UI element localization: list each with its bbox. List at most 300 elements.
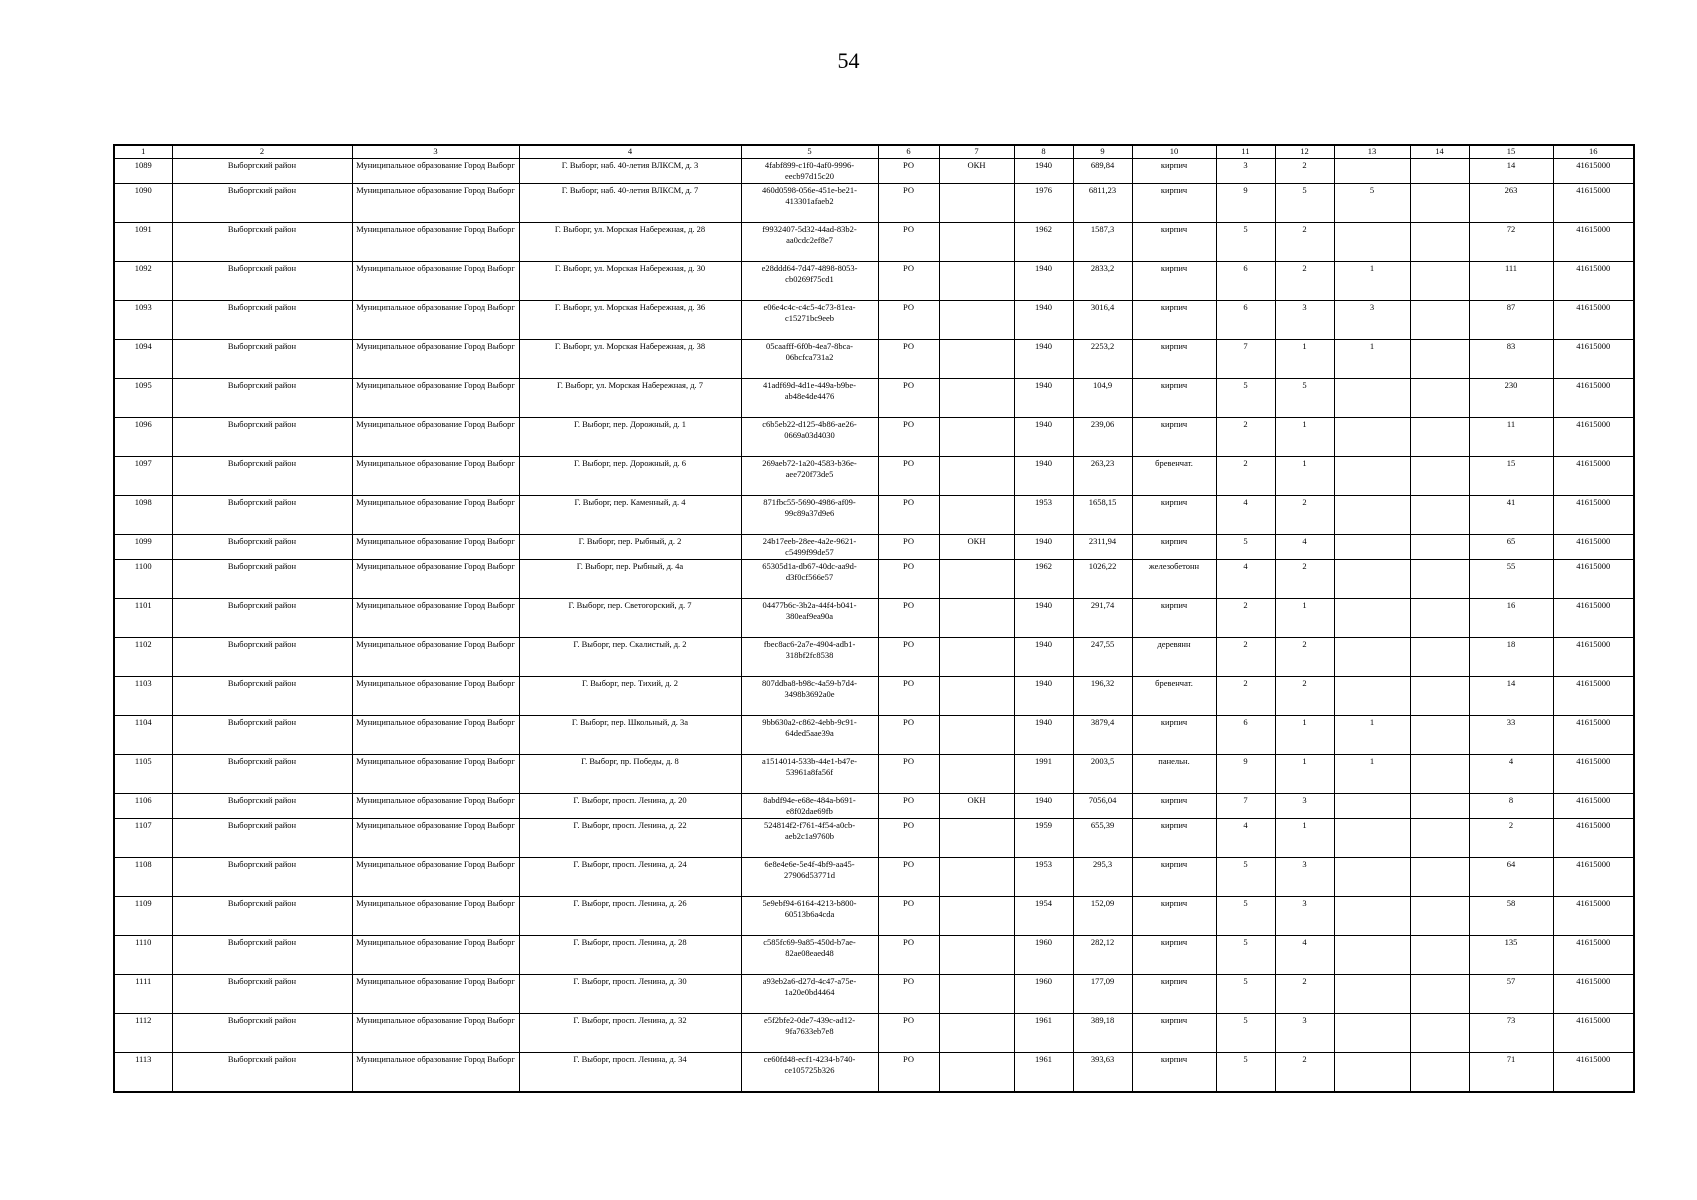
table-cell: 2 xyxy=(1216,457,1275,496)
table-cell: 2 xyxy=(1216,638,1275,677)
table-cell: 1953 xyxy=(1014,858,1073,897)
table-cell: 7 xyxy=(1216,794,1275,819)
table-cell: 1 xyxy=(1275,418,1334,457)
table-cell: 1 xyxy=(1334,755,1410,794)
table-cell: 41615000 xyxy=(1553,858,1634,897)
table-cell: 1940 xyxy=(1014,535,1073,560)
table-cell: кирпич xyxy=(1132,223,1216,262)
table-cell: 2 xyxy=(1275,677,1334,716)
table-cell: 1953 xyxy=(1014,496,1073,535)
table-cell: 71 xyxy=(1469,1053,1553,1093)
table-cell xyxy=(1334,1053,1410,1093)
table-cell: Г. Выборг, ул. Морская Набережная, д. 36 xyxy=(519,301,741,340)
table-cell: РО xyxy=(878,677,939,716)
table-cell: 1 xyxy=(1275,599,1334,638)
table-cell: РО xyxy=(878,159,939,184)
table-cell: Г. Выборг, наб. 40-летия ВЛКСМ, д. 7 xyxy=(519,184,741,223)
table-cell: 41615000 xyxy=(1553,418,1634,457)
table-cell: 4 xyxy=(1216,496,1275,535)
table-cell xyxy=(1410,975,1469,1014)
table-cell: Муниципальное образование Город Выборг xyxy=(352,599,519,638)
table-cell: a1514014-533b-44e1-b47e-53961a8fa56f xyxy=(741,755,878,794)
table-cell: 41615000 xyxy=(1553,159,1634,184)
table-cell: 2253,2 xyxy=(1073,340,1132,379)
table-cell: РО xyxy=(878,936,939,975)
table-cell: 41615000 xyxy=(1553,677,1634,716)
table-cell: 3 xyxy=(1275,1014,1334,1053)
table-cell xyxy=(1334,223,1410,262)
table-cell: 3016,4 xyxy=(1073,301,1132,340)
table-cell: 2 xyxy=(1216,677,1275,716)
table-cell: 247,55 xyxy=(1073,638,1132,677)
table-cell xyxy=(939,379,1014,418)
table-cell: Выборгский район xyxy=(172,262,352,301)
table-cell xyxy=(939,1014,1014,1053)
table-cell xyxy=(939,975,1014,1014)
table-cell: Выборгский район xyxy=(172,418,352,457)
table-cell xyxy=(1410,159,1469,184)
table-cell: 7 xyxy=(1216,340,1275,379)
table-cell: 2 xyxy=(1275,975,1334,1014)
table-cell: ce60fd48-ecf1-4234-b740-ce105725b326 xyxy=(741,1053,878,1093)
column-header: 1 xyxy=(114,145,172,159)
table-cell: 689,84 xyxy=(1073,159,1132,184)
table-cell: 41615000 xyxy=(1553,262,1634,301)
table-cell: кирпич xyxy=(1132,1014,1216,1053)
table-row xyxy=(114,457,1634,496)
table-cell: 2 xyxy=(1275,496,1334,535)
table-cell: 41615000 xyxy=(1553,794,1634,819)
table-cell: 1094 xyxy=(114,340,172,379)
table-cell: 1991 xyxy=(1014,755,1073,794)
table-cell: Выборгский район xyxy=(172,897,352,936)
table-cell xyxy=(1410,496,1469,535)
table-cell xyxy=(1410,1053,1469,1093)
table-cell: 33 xyxy=(1469,716,1553,755)
table-cell: 1587,3 xyxy=(1073,223,1132,262)
table-cell: 8abdf94e-e68e-484a-b691-e8f02dae69fb xyxy=(741,794,878,819)
table-cell: 41615000 xyxy=(1553,560,1634,599)
table-cell: Муниципальное образование Город Выборг xyxy=(352,819,519,858)
table-cell: 9 xyxy=(1216,755,1275,794)
table-cell: 1100 xyxy=(114,560,172,599)
page-number: 54 xyxy=(837,48,860,73)
table-cell xyxy=(1334,560,1410,599)
table-cell: Муниципальное образование Город Выборг xyxy=(352,184,519,223)
table-cell: 5 xyxy=(1216,1053,1275,1093)
table-cell: Муниципальное образование Город Выборг xyxy=(352,457,519,496)
table-cell: 152,09 xyxy=(1073,897,1132,936)
table-cell: Выборгский район xyxy=(172,496,352,535)
table-cell: ОКН xyxy=(939,159,1014,184)
table-cell: 9bb630a2-c862-4ebb-9c91-64ded5aae39a xyxy=(741,716,878,755)
table-cell: Г. Выборг, пер. Дорожный, д. 6 xyxy=(519,457,741,496)
table-cell: 1093 xyxy=(114,301,172,340)
table-cell: РО xyxy=(878,1014,939,1053)
table-cell: 1108 xyxy=(114,858,172,897)
table-cell: 2 xyxy=(1275,159,1334,184)
table-cell: Муниципальное образование Город Выборг xyxy=(352,496,519,535)
table-cell xyxy=(1410,418,1469,457)
table-cell: Г. Выборг, наб. 40-летия ВЛКСМ, д. 3 xyxy=(519,159,741,184)
table-cell: РО xyxy=(878,418,939,457)
table-cell: Г. Выборг, пер. Тихий, д. 2 xyxy=(519,677,741,716)
table-cell xyxy=(939,638,1014,677)
table-cell xyxy=(1410,716,1469,755)
table-cell xyxy=(939,301,1014,340)
table-cell: Муниципальное образование Город Выборг xyxy=(352,340,519,379)
table-cell: 1099 xyxy=(114,535,172,560)
table-cell: 104,9 xyxy=(1073,379,1132,418)
table-cell: 41615000 xyxy=(1553,535,1634,560)
table-cell xyxy=(1334,418,1410,457)
table-cell: c6b5eb22-d125-4b86-ae26-0669a03d4030 xyxy=(741,418,878,457)
table-cell xyxy=(1410,794,1469,819)
table-cell: 41615000 xyxy=(1553,496,1634,535)
table-cell: РО xyxy=(878,794,939,819)
table-cell: 1940 xyxy=(1014,418,1073,457)
table-cell: 282,12 xyxy=(1073,936,1132,975)
table-cell: 57 xyxy=(1469,975,1553,1014)
table-cell xyxy=(939,262,1014,301)
table-cell: 263 xyxy=(1469,184,1553,223)
table-cell: Г. Выборг, просп. Ленина, д. 20 xyxy=(519,794,741,819)
table-cell: Г. Выборг, ул. Морская Набережная, д. 28 xyxy=(519,223,741,262)
table-cell: 1102 xyxy=(114,638,172,677)
table-cell: РО xyxy=(878,975,939,1014)
table-cell xyxy=(1410,677,1469,716)
table-cell: Муниципальное образование Город Выборг xyxy=(352,159,519,184)
table-cell: Выборгский район xyxy=(172,936,352,975)
table-cell xyxy=(939,560,1014,599)
table-cell: 11 xyxy=(1469,418,1553,457)
table-cell: 1 xyxy=(1334,340,1410,379)
table-cell: 8 xyxy=(1469,794,1553,819)
column-header: 3 xyxy=(352,145,519,159)
table-cell: кирпич xyxy=(1132,819,1216,858)
table-cell: 2 xyxy=(1275,638,1334,677)
table-cell: 177,09 xyxy=(1073,975,1132,1014)
column-header: 15 xyxy=(1469,145,1553,159)
table-cell: 4 xyxy=(1469,755,1553,794)
table-cell: 1111 xyxy=(114,975,172,1014)
table-cell: Муниципальное образование Город Выборг xyxy=(352,560,519,599)
table-row xyxy=(114,599,1634,638)
table-cell: 4 xyxy=(1216,819,1275,858)
table-cell xyxy=(1410,897,1469,936)
table-cell: 1090 xyxy=(114,184,172,223)
table-cell: 6e8e4e6e-5e4f-4bf9-aa45-27906d53771d xyxy=(741,858,878,897)
table-cell xyxy=(1334,638,1410,677)
table-cell: 2 xyxy=(1216,418,1275,457)
table-cell: Г. Выборг, ул. Морская Набережная, д. 38 xyxy=(519,340,741,379)
table-cell: Муниципальное образование Город Выборг xyxy=(352,379,519,418)
table-cell: РО xyxy=(878,897,939,936)
table-cell xyxy=(1334,677,1410,716)
table-cell: 41615000 xyxy=(1553,1053,1634,1093)
table-cell: Выборгский район xyxy=(172,1053,352,1093)
table-cell: 295,3 xyxy=(1073,858,1132,897)
table-row xyxy=(114,496,1634,535)
table-cell: Выборгский район xyxy=(172,379,352,418)
table-cell: Муниципальное образование Город Выборг xyxy=(352,223,519,262)
table-cell: e5f2bfe2-0de7-439c-ad12-9fa7633eb7e8 xyxy=(741,1014,878,1053)
table-row xyxy=(114,535,1634,560)
table-cell: Выборгский район xyxy=(172,340,352,379)
table-row xyxy=(114,975,1634,1014)
table-cell: 41615000 xyxy=(1553,340,1634,379)
table-cell: Выборгский район xyxy=(172,560,352,599)
table-cell xyxy=(1410,755,1469,794)
table-cell xyxy=(939,340,1014,379)
table-row xyxy=(114,638,1634,677)
table-cell: 1104 xyxy=(114,716,172,755)
table-cell: кирпич xyxy=(1132,897,1216,936)
table-cell: Выборгский район xyxy=(172,755,352,794)
table-cell: Муниципальное образование Город Выборг xyxy=(352,1014,519,1053)
table-cell: Г. Выборг, пер. Скалистый, д. 2 xyxy=(519,638,741,677)
table-row xyxy=(114,755,1634,794)
table-cell: 6 xyxy=(1216,301,1275,340)
table-cell xyxy=(1410,301,1469,340)
table-row xyxy=(114,794,1634,819)
table-row xyxy=(114,223,1634,262)
table-cell: 2833,2 xyxy=(1073,262,1132,301)
table-cell: 1101 xyxy=(114,599,172,638)
table-row xyxy=(114,262,1634,301)
table-cell xyxy=(1410,262,1469,301)
table-cell: 41615000 xyxy=(1553,1014,1634,1053)
table-cell: 1940 xyxy=(1014,677,1073,716)
table-cell: 4 xyxy=(1216,560,1275,599)
table-cell xyxy=(939,897,1014,936)
table-cell: 5 xyxy=(1216,975,1275,1014)
table-cell: 2 xyxy=(1275,223,1334,262)
table-cell: 1109 xyxy=(114,897,172,936)
table-cell xyxy=(1410,184,1469,223)
table-row xyxy=(114,340,1634,379)
table-cell: Г. Выборг, пр. Победы, д. 8 xyxy=(519,755,741,794)
table-cell xyxy=(939,858,1014,897)
table-cell: РО xyxy=(878,638,939,677)
column-header: 14 xyxy=(1410,145,1469,159)
table-cell: 41615000 xyxy=(1553,184,1634,223)
table-cell: Выборгский район xyxy=(172,858,352,897)
table-cell: Выборгский район xyxy=(172,975,352,1014)
table-cell: Выборгский район xyxy=(172,1014,352,1053)
table-cell: кирпич xyxy=(1132,301,1216,340)
table-row xyxy=(114,184,1634,223)
table-cell: 5 xyxy=(1334,184,1410,223)
table-cell: Г. Выборг, пер. Рыбный, д. 4а xyxy=(519,560,741,599)
table-cell: 2003,5 xyxy=(1073,755,1132,794)
table-cell: Г. Выборг, просп. Ленина, д. 26 xyxy=(519,897,741,936)
column-header: 12 xyxy=(1275,145,1334,159)
table-cell: 4fabf899-c1f0-4af0-9996-eecb97d15c20 xyxy=(741,159,878,184)
table-cell: 1 xyxy=(1334,262,1410,301)
table-cell: РО xyxy=(878,457,939,496)
column-header: 7 xyxy=(939,145,1014,159)
table-cell: Муниципальное образование Город Выборг xyxy=(352,677,519,716)
table-cell: 2 xyxy=(1469,819,1553,858)
table-cell: бревенчат. xyxy=(1132,677,1216,716)
table-cell: Муниципальное образование Город Выборг xyxy=(352,418,519,457)
table-cell: Выборгский район xyxy=(172,184,352,223)
table-cell: Муниципальное образование Город Выборг xyxy=(352,638,519,677)
table-cell: f9932407-5d32-44ad-83b2-aa0cdc2ef8e7 xyxy=(741,223,878,262)
table-row xyxy=(114,897,1634,936)
table-row xyxy=(114,716,1634,755)
table-cell xyxy=(1410,599,1469,638)
table-cell: 1 xyxy=(1334,716,1410,755)
table-cell: 14 xyxy=(1469,677,1553,716)
table-cell xyxy=(1410,340,1469,379)
table-cell: 41615000 xyxy=(1553,223,1634,262)
table-cell: 1097 xyxy=(114,457,172,496)
table-cell: a93eb2a6-d27d-4c47-a75e-1a20e0bd4464 xyxy=(741,975,878,1014)
table-cell: РО xyxy=(878,858,939,897)
table-cell: Выборгский район xyxy=(172,716,352,755)
table-row xyxy=(114,819,1634,858)
table-cell: 5 xyxy=(1216,897,1275,936)
table-cell: e06e4c4c-c4c5-4c73-81ea-c15271bc9eeb xyxy=(741,301,878,340)
table-cell: 1 xyxy=(1275,716,1334,755)
table-cell xyxy=(1410,457,1469,496)
table-cell: Муниципальное образование Город Выборг xyxy=(352,262,519,301)
table-cell: Муниципальное образование Город Выборг xyxy=(352,858,519,897)
table-cell: ОКН xyxy=(939,535,1014,560)
column-header: 5 xyxy=(741,145,878,159)
table-cell: 5 xyxy=(1216,379,1275,418)
table-cell xyxy=(1410,819,1469,858)
table-cell: 1940 xyxy=(1014,457,1073,496)
table-cell: 389,18 xyxy=(1073,1014,1132,1053)
table-cell: Выборгский район xyxy=(172,677,352,716)
table-cell: РО xyxy=(878,184,939,223)
table-cell xyxy=(939,936,1014,975)
column-header: 13 xyxy=(1334,145,1410,159)
table-cell: 1940 xyxy=(1014,716,1073,755)
table-cell xyxy=(1334,819,1410,858)
table-cell xyxy=(1334,379,1410,418)
table-cell: кирпич xyxy=(1132,418,1216,457)
table-cell xyxy=(939,184,1014,223)
table-cell: Муниципальное образование Город Выборг xyxy=(352,936,519,975)
table-cell: кирпич xyxy=(1132,794,1216,819)
table-cell: 5 xyxy=(1275,379,1334,418)
column-header: 11 xyxy=(1216,145,1275,159)
table-cell xyxy=(1334,858,1410,897)
table-cell: 3 xyxy=(1334,301,1410,340)
table-cell: РО xyxy=(878,755,939,794)
table-cell: 393,63 xyxy=(1073,1053,1132,1093)
table-cell: 1962 xyxy=(1014,560,1073,599)
table-cell: РО xyxy=(878,535,939,560)
table-row xyxy=(114,1053,1634,1093)
table-cell: 1 xyxy=(1275,755,1334,794)
table-cell: Выборгский район xyxy=(172,599,352,638)
table-cell: 1089 xyxy=(114,159,172,184)
table-cell xyxy=(1410,638,1469,677)
table-cell: 1 xyxy=(1275,340,1334,379)
table-cell xyxy=(1410,1014,1469,1053)
table-cell: 1026,22 xyxy=(1073,560,1132,599)
table-cell: Муниципальное образование Город Выборг xyxy=(352,535,519,560)
table-cell: 1961 xyxy=(1014,1014,1073,1053)
table-cell: Муниципальное образование Город Выборг xyxy=(352,975,519,1014)
table-cell: Выборгский район xyxy=(172,819,352,858)
table-row xyxy=(114,301,1634,340)
table-cell: 3 xyxy=(1275,794,1334,819)
table-cell: 3 xyxy=(1275,858,1334,897)
table-cell: 3 xyxy=(1275,301,1334,340)
table-cell: Г. Выборг, просп. Ленина, д. 32 xyxy=(519,1014,741,1053)
table-cell: Г. Выборг, пер. Школьный, д. 3а xyxy=(519,716,741,755)
table-cell: 7056,04 xyxy=(1073,794,1132,819)
table-cell: 263,23 xyxy=(1073,457,1132,496)
table-cell xyxy=(1410,858,1469,897)
column-header: 16 xyxy=(1553,145,1634,159)
table-cell: 41615000 xyxy=(1553,975,1634,1014)
table-cell: 41615000 xyxy=(1553,599,1634,638)
table-cell: кирпич xyxy=(1132,496,1216,535)
column-header: 9 xyxy=(1073,145,1132,159)
table-cell: 41615000 xyxy=(1553,716,1634,755)
table-cell: Г. Выборг, пер. Каменный, д. 4 xyxy=(519,496,741,535)
table-cell: РО xyxy=(878,262,939,301)
table-cell: ОКН xyxy=(939,794,1014,819)
table-cell: кирпич xyxy=(1132,535,1216,560)
table-cell: 41615000 xyxy=(1553,379,1634,418)
table-cell: 230 xyxy=(1469,379,1553,418)
column-header: 8 xyxy=(1014,145,1073,159)
table-cell: Выборгский район xyxy=(172,301,352,340)
table-cell: 3 xyxy=(1275,897,1334,936)
table-cell xyxy=(939,677,1014,716)
table-cell: 2 xyxy=(1275,1053,1334,1093)
table-cell: Муниципальное образование Город Выборг xyxy=(352,716,519,755)
table-cell xyxy=(939,755,1014,794)
table-cell xyxy=(1334,1014,1410,1053)
table-cell: 41615000 xyxy=(1553,936,1634,975)
table-cell: панельн. xyxy=(1132,755,1216,794)
table-cell xyxy=(939,457,1014,496)
table-cell: 871fbc55-5690-4986-af09-99c89a37d9e6 xyxy=(741,496,878,535)
table-cell: fbec8ac6-2a7e-4904-adb1-318bf2fc8538 xyxy=(741,638,878,677)
table-cell: 24b17eeb-28ee-4a2e-9621-c5499f99de57 xyxy=(741,535,878,560)
table-cell: 18 xyxy=(1469,638,1553,677)
table-cell: 2 xyxy=(1275,262,1334,301)
table-row xyxy=(114,1014,1634,1053)
table-cell: 239,06 xyxy=(1073,418,1132,457)
housing-registry-table xyxy=(113,144,1635,1093)
table-cell: 196,32 xyxy=(1073,677,1132,716)
table-cell: e28ddd64-7d47-4898-8053-cb0269f75cd1 xyxy=(741,262,878,301)
table-cell: кирпич xyxy=(1132,262,1216,301)
table-cell: Муниципальное образование Город Выборг xyxy=(352,1053,519,1093)
table-cell: 5 xyxy=(1275,184,1334,223)
table-cell: 1954 xyxy=(1014,897,1073,936)
table-cell: 1961 xyxy=(1014,1053,1073,1093)
table-cell: РО xyxy=(878,301,939,340)
table-cell: 4 xyxy=(1275,936,1334,975)
table-cell: 1091 xyxy=(114,223,172,262)
table-cell xyxy=(1410,936,1469,975)
table-cell: деревянн xyxy=(1132,638,1216,677)
table-cell: Г. Выборг, просп. Ленина, д. 22 xyxy=(519,819,741,858)
table-cell: 1113 xyxy=(114,1053,172,1093)
table-cell xyxy=(1334,975,1410,1014)
